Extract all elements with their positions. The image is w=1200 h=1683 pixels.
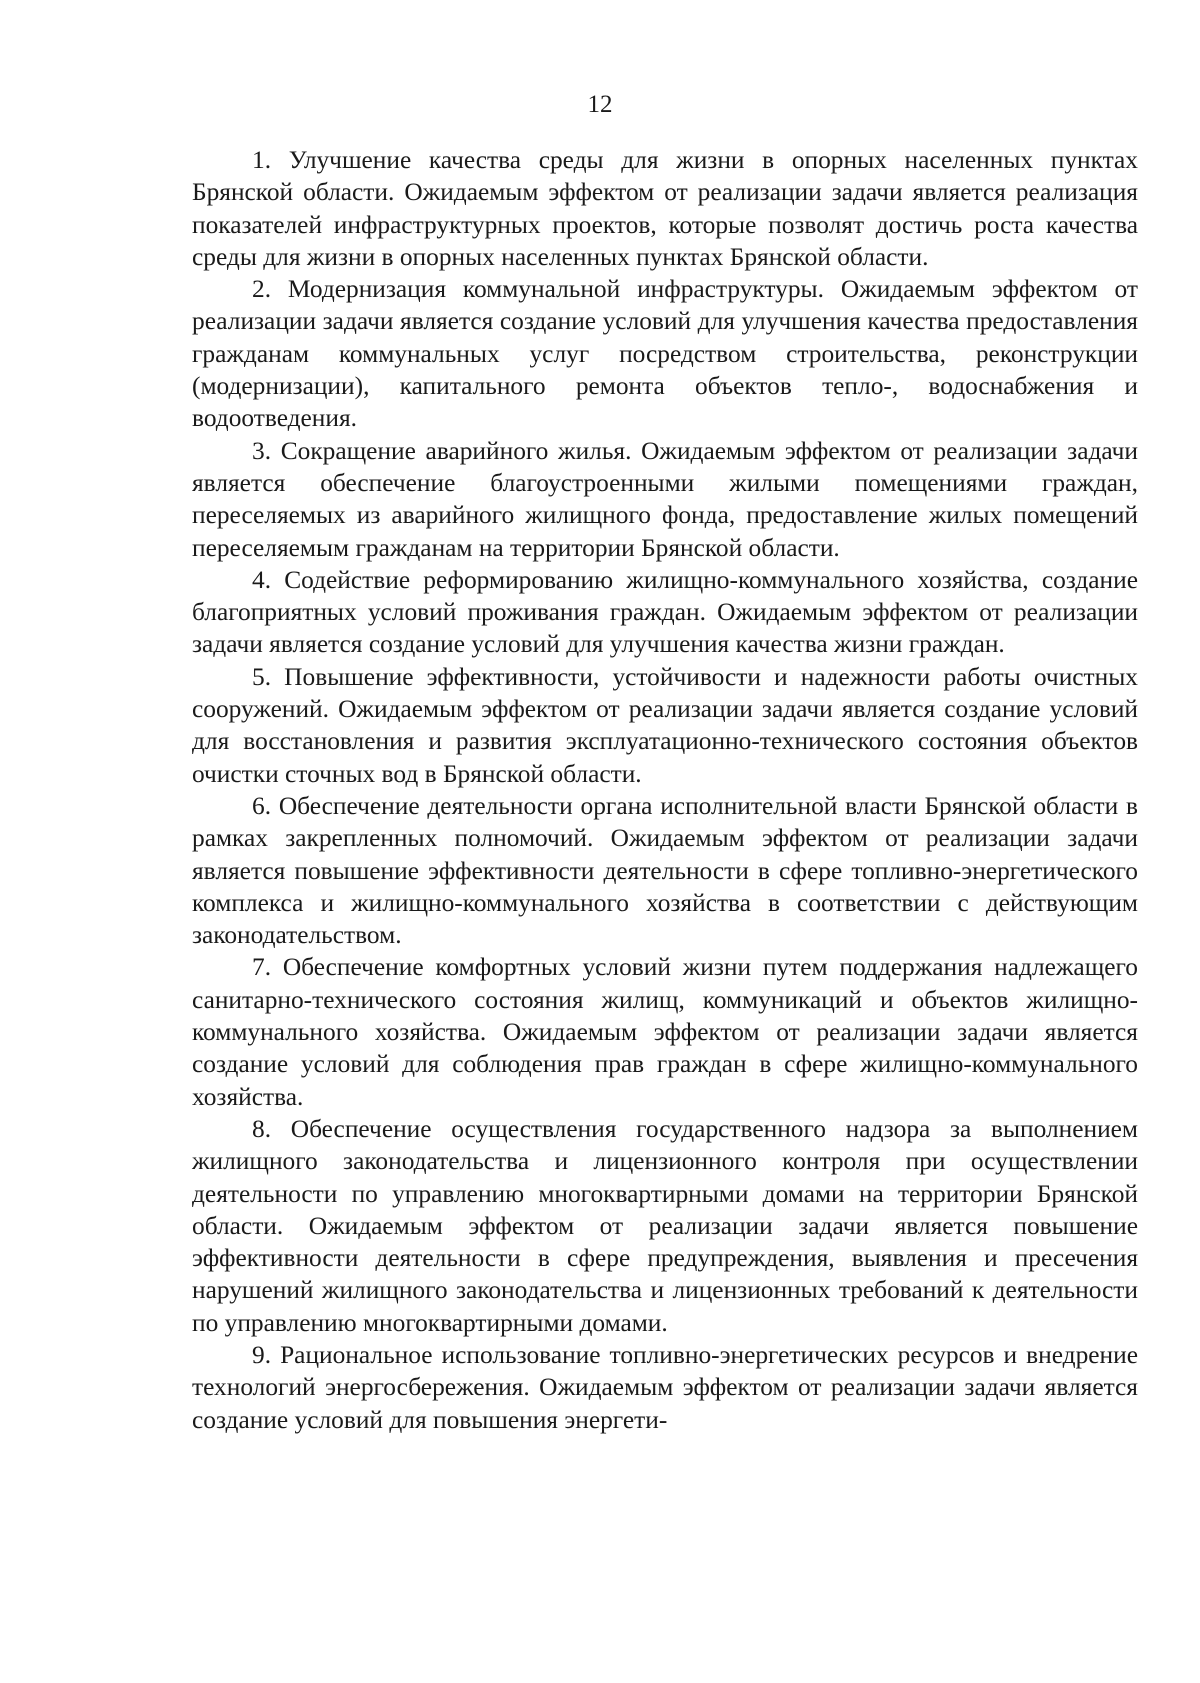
paragraph-4: 4. Содействие реформированию жилищно-коммунального хозяйства, создание благоприятных условий проживания граждан. Ожидаемым эффектом от реализации задачи является создание условий для улучшения качества жизни граждан. xyxy=(192,565,1138,659)
page-number: 12 xyxy=(587,91,613,118)
paragraph-3: 3. Сокращение аварийного жилья. Ожидаемым эффектом от реализации задачи является обеспечение благоустроенными жилыми помещениями граждан, переселяемых из аварийного жилищного фонда, предоставление жилых помещений переселяемым гражданам на территории Брянской области. xyxy=(192,436,1138,562)
paragraph-5: 5. Повышение эффективности, устойчивости и надежности работы очистных сооружений. Ожидаемым эффектом от реализации задачи является создание условий для восстановления и развития эксплуатационно-технического состояния объектов очистки сточных вод в Брянской области. xyxy=(192,662,1138,788)
paragraph-2: 2. Модернизация коммунальной инфраструктуры. Ожидаемым эффектом от реализации задачи является создание условий для улучшения качества предоставления гражданам коммунальных услуг посредством строительства, реконструкции (модернизации), капитального ремонта объектов тепло-, водоснабжения и водоотведения. xyxy=(192,275,1138,433)
document-body xyxy=(192,144,1138,1436)
paragraph-1: 1. Улучшение качества среды для жизни в опорных населенных пунктах Брянской области. Ожидаемым эффектом от реализации задачи является реализация показателей инфраструктурных проектов, которые позволят достичь роста качества среды для жизни в опорных населенных пунктах Брянской области. xyxy=(192,146,1138,271)
paragraph-6: 6. Обеспечение деятельности органа исполнительной власти Брянской области в рамках закрепленных полномочий. Ожидаемым эффектом от реализации задачи является повышение эффективности деятельности в сфере топливно-энергетического комплекса и жилищно-коммунального хозяйства в соответствии с действующим законодательством. xyxy=(192,791,1138,950)
paragraph-9: 9. Рациональное использование топливно-энергетических ресурсов и внедрение технологий энергосбережения. Ожидаемым эффектом от реализации задачи является создание условий для повышения энергети- xyxy=(192,1340,1138,1434)
paragraph-8: 8. Обеспечение осуществления государственного надзора за выполнением жилищного законодательства и лицензионного контроля при осуществлении деятельности по управлению многоквартирными домами на территории Брянской области. Ожидаемым эффектом от реализации задачи является повышение эффективности деятельности в сфере предупреждения, выявления и пресечения нарушений жилищного законодательства и лицензионных требований к деятельности по управлению многоквартирными домами. xyxy=(192,1114,1138,1337)
paragraph-7: 7. Обеспечение комфортных условий жизни путем поддержания надлежащего санитарно-технического состояния жилищ, коммуникаций и объектов жилищно-коммунального хозяйства. Ожидаемым эффектом от реализации задачи является создание условий для соблюдения прав граждан в сфере жилищно-коммунального хозяйства. xyxy=(192,953,1138,1111)
